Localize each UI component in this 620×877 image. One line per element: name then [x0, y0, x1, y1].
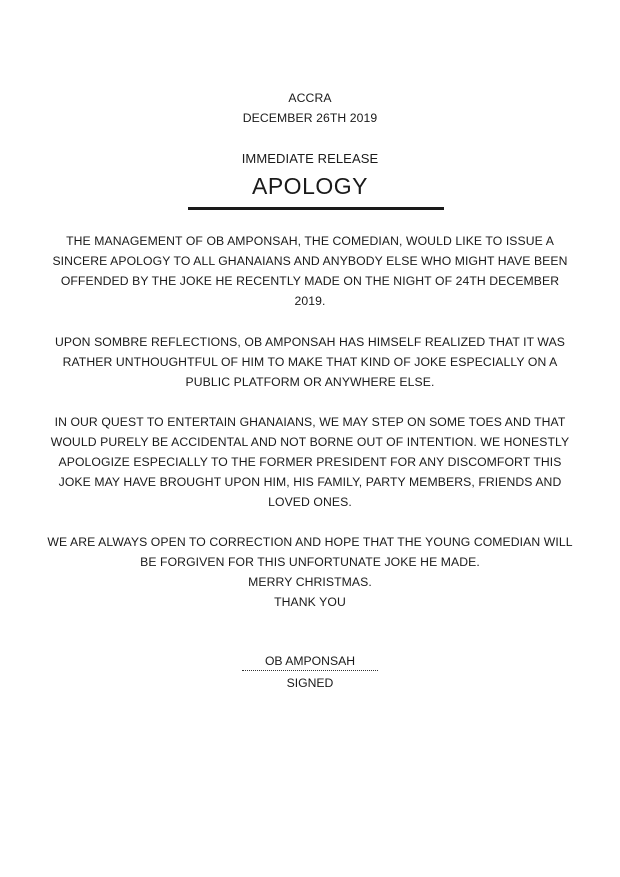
paragraph-line: BE FORGIVEN FOR THIS UNFORTUNATE JOKE HE MADE.	[140, 555, 480, 569]
closing-thanks: THANK YOU	[274, 595, 346, 609]
document-title: APOLOGY	[252, 173, 368, 199]
paragraph-line: UPON SOMBRE REFLECTIONS, OB AMPONSAH HAS HIMSELF REALIZED THAT IT WAS	[54, 335, 566, 349]
title-underline	[188, 207, 444, 210]
paragraph-line: THE MANAGEMENT OF OB AMPONSAH, THE COMEDIAN, WOULD LIKE TO ISSUE A	[66, 234, 554, 248]
paragraph-line: RATHER UNTHOUGHTFUL OF HIM TO MAKE THAT KIND OF JOKE ESPECIALLY ON A	[62, 355, 558, 369]
paragraph-line: WOULD PURELY BE ACCIDENTAL AND NOT BORNE OUT OF INTENTION. WE HONESTLY	[50, 435, 570, 449]
location: ACCRA	[288, 91, 332, 105]
signature-block	[0, 652, 620, 693]
paragraph-line: LOVED ONES.	[268, 495, 352, 509]
release-date: DECEMBER 26TH 2019	[242, 111, 378, 125]
signed-label: SIGNED	[286, 676, 334, 690]
signatory-name: OB AMPONSAH	[242, 654, 378, 671]
paragraph-line: 2019.	[294, 294, 326, 308]
paragraph-3	[0, 412, 620, 512]
paragraph-line: JOKE MAY HAVE BROUGHT UPON HIM, HIS FAMILY, PARTY MEMBERS, FRIENDS AND	[58, 475, 562, 489]
closing-greeting: MERRY CHRISTMAS.	[248, 575, 372, 589]
paragraph-line: WE ARE ALWAYS OPEN TO CORRECTION AND HOPE THAT THE YOUNG COMEDIAN WILL	[47, 535, 573, 549]
paragraph-4	[0, 532, 620, 612]
paragraph-1	[0, 231, 620, 311]
paragraph-2	[0, 332, 620, 392]
paragraph-line: OFFENDED BY THE JOKE HE RECENTLY MADE ON THE NIGHT OF 24TH DECEMBER	[60, 274, 560, 288]
paragraph-line: SINCERE APOLOGY TO ALL GHANAIANS AND ANYBODY ELSE WHO MIGHT HAVE BEEN	[52, 254, 568, 268]
paragraph-line: IN OUR QUEST TO ENTERTAIN GHANAIANS, WE MAY STEP ON SOME TOES AND THAT	[54, 415, 566, 429]
paragraph-line: APOLOGIZE ESPECIALLY TO THE FORMER PRESIDENT FOR ANY DISCOMFORT THIS	[58, 455, 562, 469]
paragraph-line: PUBLIC PLATFORM OR ANYWHERE ELSE.	[185, 375, 435, 389]
release-type: IMMEDIATE RELEASE	[241, 151, 379, 166]
